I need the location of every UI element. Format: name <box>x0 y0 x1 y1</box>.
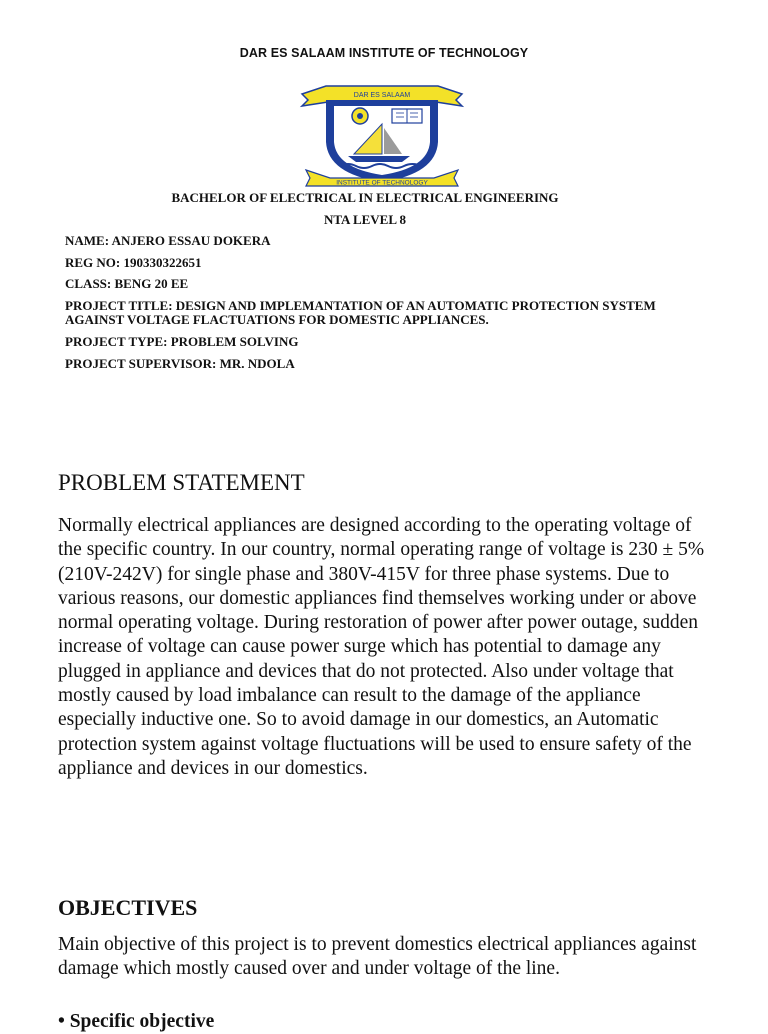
logo-banner-top-text: DAR ES SALAAM <box>353 92 411 99</box>
institute-name: DAR ES SALAAM INSTITUTE OF TECHNOLOGY <box>239 46 529 60</box>
objectives-heading: OBJECTIVES <box>58 895 198 920</box>
problem-statement-heading: PROBLEM STATEMENT <box>58 470 305 495</box>
project-supervisor: PROJECT SUPERVISOR: MR. NDOLA <box>65 356 295 371</box>
class-field: CLASS: BENG 20 EE <box>65 276 189 291</box>
project-type: PROJECT TYPE: PROBLEM SOLVING <box>65 334 299 349</box>
registration-number: REG NO: 190330322651 <box>65 255 202 270</box>
degree-title: BACHELOR OF ELECTRICAL IN ELECTRICAL ENGINEERING <box>171 190 559 205</box>
project-title: PROJECT TITLE: DESIGN AND IMPLEMANTATION OF AN AUTOMATIC PROTECTION SYSTEM AGAINST VOLTAGE FLACTUATIONS FOR DOMESTIC APPLIANCES. <box>65 298 656 327</box>
institute-logo <box>296 82 468 188</box>
problem-statement-body: Normally electrical appliances are designed according to the operating voltage of the specific country. In our country, normal operating range of voltage is 230 ± 5% (210V-242V) for single phase and 380V-415V for three phase systems. Due to various reasons, our domestic appliances find themselves working under or above normal operating voltage. During restoration of power after power outage, sudden increase of voltage can cause power surge which has potential to damage any plugged in appliance and devices that do not protected. Also under voltage that mostly caused by load imbalance can result to the damage of the appliance especially inductive one. So to avoid damage in our domestics, an Automatic protection system against voltage fluctuations will be used to ensure safety of the appliance and devices in our domestics. <box>58 515 705 779</box>
student-name: NAME: ANJERO ESSAU DOKERA <box>65 233 271 248</box>
objectives-body: Main objective of this project is to prevent domestics electrical appliances against damage which mostly caused over and under voltage of the line. <box>58 934 697 980</box>
nta-level: NTA LEVEL 8 <box>323 212 407 227</box>
logo-banner-bottom-text: INSTITUTE OF TECHNOLOGY <box>336 179 428 187</box>
specific-objective-bullet: • Specific objective <box>58 1011 215 1032</box>
